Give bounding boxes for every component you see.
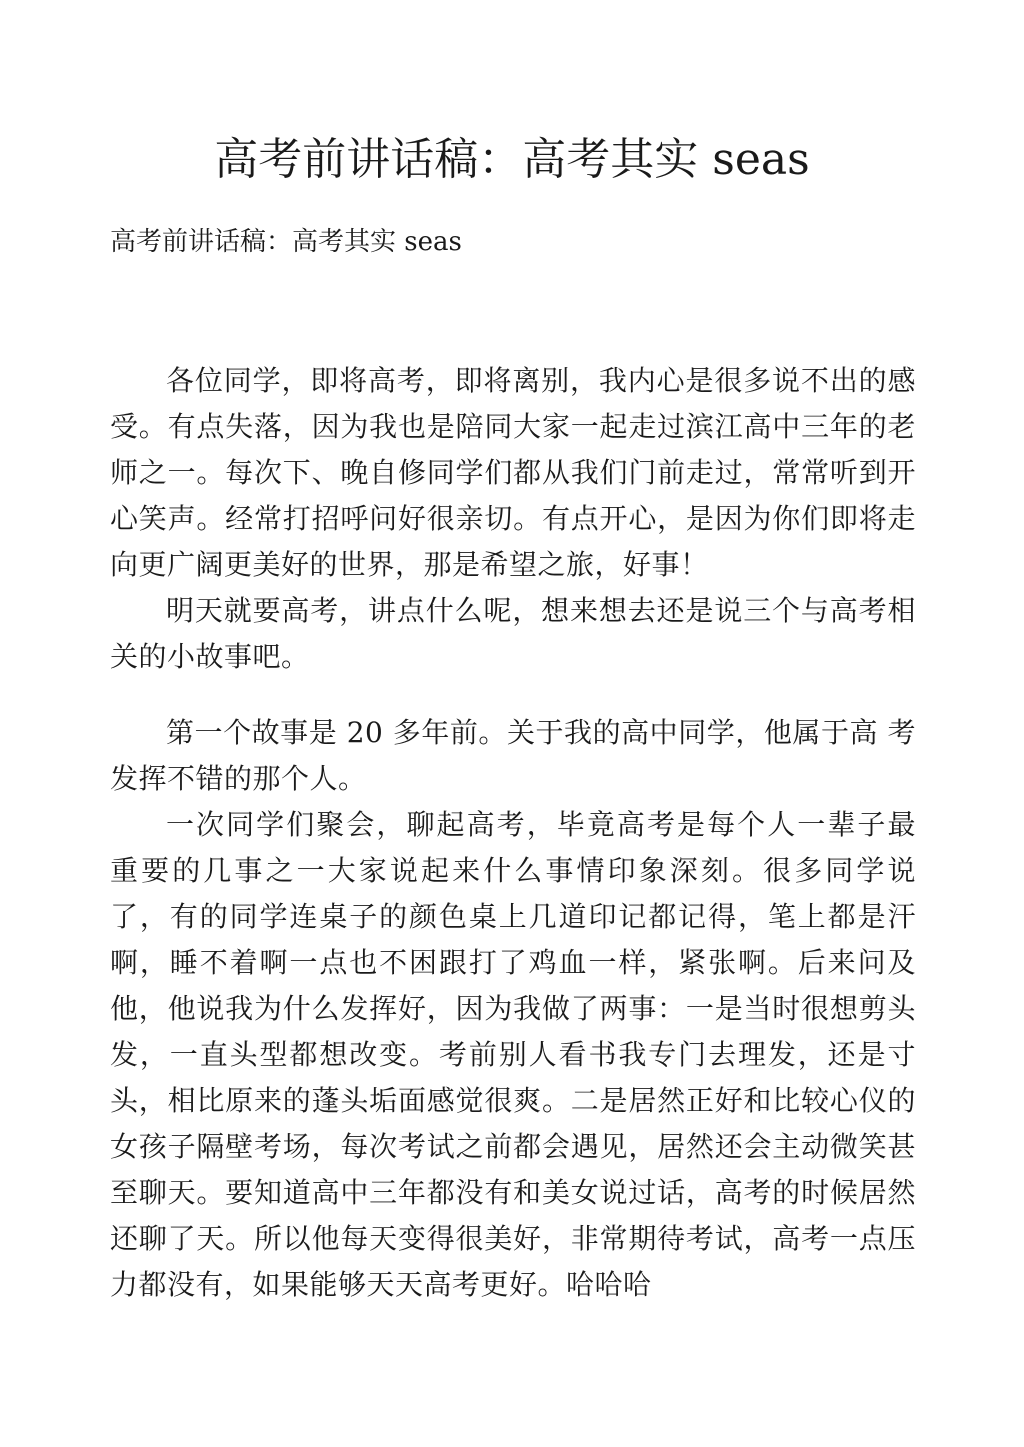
body-section-2 <box>110 710 916 1308</box>
paragraph: 第一个故事是 20 多年前。关于我的高中同学，他属于高 考发挥不错的那个人。 <box>110 716 916 795</box>
paragraph: 各位同学，即将高考，即将离别，我内心是很多说不出的感受。有点失落，因为我也是陪同大家一起走过滨江高中三年的老师之一。每次下、晚自修同学们都从我们门前走过，常常听到开心笑声。经常打招呼问好很亲切。有点开心，是因为你们即将走向更广阔更美好的世界，那是希望之旅，好事！ <box>110 364 916 581</box>
document-title: 高考前讲话稿：高考其实 seas <box>214 134 810 185</box>
body-section-1 <box>110 358 916 680</box>
paragraph: 明天就要高考，讲点什么呢，想来想去还是说三个与高考相关的小故事吧。 <box>110 594 916 673</box>
paragraph: 一次同学们聚会，聊起高考，毕竟高考是每个人一辈子最 重要的几事之一大家说起来什么事情印象深刻。很多同学说 了，有的同学连桌子的颜色桌上几道印记都记得，笔上都是汗啊，睡不着啊一点也不困跟打了鸡血一样，紧张啊。后来问及他，他说我为什么发挥好，因为我做了两事：一是当时很想剪头发，一直头型都想改变。考前别人看书我专门去理发，还是寸头，相比原来的蓬头垢面感觉很爽。二是居然正好和比较心仪的女孩子隔壁考场，每次考试之前都会遇见，居然还会主动微笑甚至聊天。要知道高中三年都没有和美女说过话，高考的时候居然还聊了天。所以他每天变得很美好，非常期待考试，高考一点压力都没有，如果能够天天高考更好。哈哈哈 <box>110 808 916 1301</box>
document-subtitle: 高考前讲话稿：高考其实 seas <box>110 227 462 257</box>
